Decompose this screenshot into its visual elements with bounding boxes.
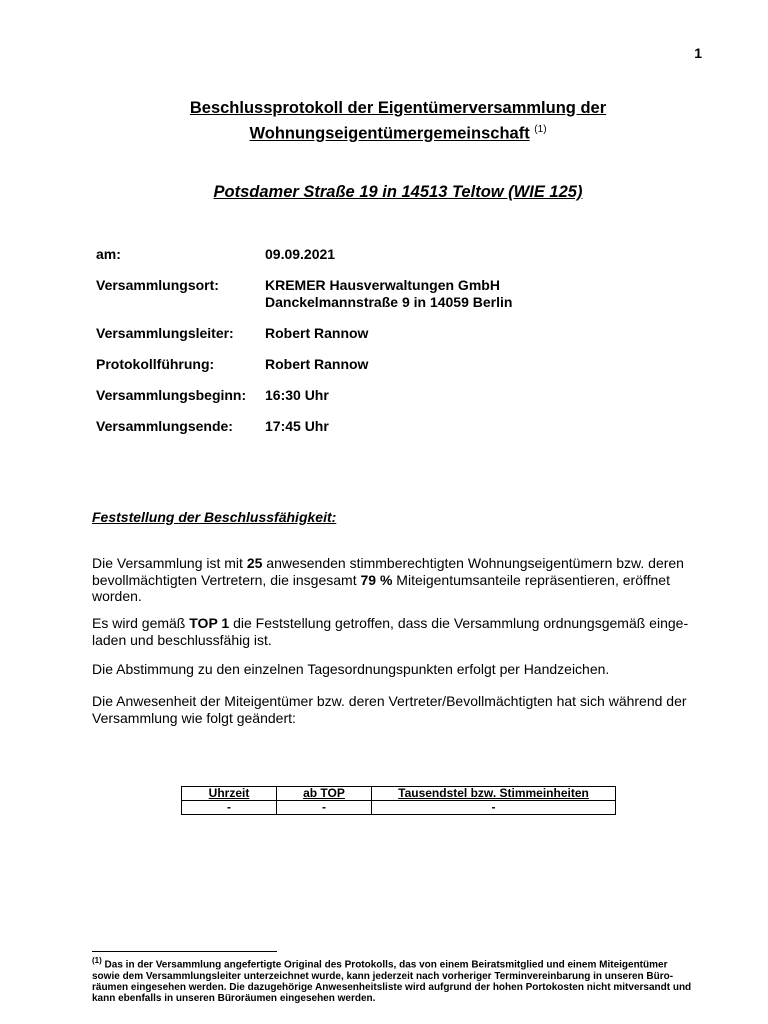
place-line-1: KREMER Hausverwaltungen GmbH xyxy=(265,277,500,293)
footnote-marker: (1) xyxy=(92,956,102,965)
place-label: Versammlungsort: xyxy=(96,277,219,293)
quorum-text-3: Miteigentumsanteile repräsentieren, eröffnet worden. xyxy=(92,571,670,604)
place-line-2: Danckelmannstraße 9 in 14059 Berlin xyxy=(265,294,513,310)
cell-time: - xyxy=(182,801,277,815)
property-address: Potsdamer Straße 19 in 14513 Teltow (WIE 125) xyxy=(213,183,583,201)
document-title xyxy=(0,98,768,145)
meeting-details xyxy=(96,246,716,449)
date-row xyxy=(96,246,716,263)
footnote-text: Das in der Versammlung angefertigte Original des Protokolls, das von einem Beiratsmitglied und einem Miteigentümer sowie dem Versammlungsleiter unterzeichnet wurde, kann jederzeit nach vorheriger Terminvereinbarung in unseren Büro-räumen eingesehen werden. Die dazugehörige Anwesenheitsliste wird aufgrund der hohen Portokosten nicht mitversandt und kann ebenfalls in unseren Büroräumen eingesehen werden. xyxy=(92,959,692,1004)
top1-label: TOP 1 xyxy=(189,615,230,631)
footnote-divider xyxy=(92,951,277,952)
attendance-change-paragraph: Die Anwesenheit der Miteigentümer bzw. deren Vertreter/Bevollmächtigten hat sich während der Versammlung wie folgt geändert: xyxy=(92,693,687,726)
title-line-1: Beschlussprotokoll der Eigentümerversammlung der xyxy=(189,99,607,117)
date-label: am: xyxy=(96,246,121,262)
date-value: 09.09.2021 xyxy=(265,246,336,262)
header-from-top: ab TOP xyxy=(277,787,372,801)
title-footnote-marker: (1) xyxy=(534,124,547,135)
place-value xyxy=(265,277,716,311)
chair-row xyxy=(96,325,716,342)
start-label: Versammlungsbeginn: xyxy=(96,387,247,403)
page-number: 1 xyxy=(694,45,702,61)
end-value: 17:45 Uhr xyxy=(265,418,329,434)
top1-text-1: Es wird gemäß xyxy=(92,615,190,631)
voting-paragraph: Die Abstimmung zu den einzelnen Tagesordnungspunkten erfolgt per Handzeichen. xyxy=(92,661,610,677)
minutes-value: Robert Rannow xyxy=(265,356,369,372)
table-header-row xyxy=(182,787,616,801)
chair-label: Versammlungsleiter: xyxy=(96,325,234,341)
minutes-row xyxy=(96,356,716,373)
end-label: Versammlungsende: xyxy=(96,418,233,434)
start-value: 16:30 Uhr xyxy=(265,387,329,403)
top1-paragraph xyxy=(92,615,702,648)
minutes-label: Protokollführung: xyxy=(96,356,215,372)
header-time: Uhrzeit xyxy=(182,787,277,801)
section-heading: Feststellung der Beschlussfähigkeit: xyxy=(92,509,337,525)
header-shares: Tausendstel bzw. Stimmeinheiten xyxy=(372,787,616,801)
chair-value: Robert Rannow xyxy=(265,325,369,341)
end-row xyxy=(96,418,716,435)
title-line-2: Wohnungseigentümergemeinschaft xyxy=(249,124,530,143)
top1-text-2: die Feststellung getroffen, dass die Versammlung ordnungsgemäß einge-laden und beschlussfähig ist. xyxy=(92,615,689,648)
table-row xyxy=(182,801,616,815)
footnote xyxy=(92,955,697,1004)
quorum-text-1: Die Versammlung ist mit xyxy=(92,555,247,571)
quorum-paragraph xyxy=(92,555,702,605)
quorum-text-2: anwesenden stimmberechtigten Wohnungseigentümern bzw. deren bevollmächtigten Vertretern, die insgesamt xyxy=(92,555,684,588)
start-row xyxy=(96,387,716,404)
share-percent: 79 % xyxy=(360,571,393,588)
cell-shares: - xyxy=(372,801,616,815)
place-row xyxy=(96,277,716,311)
attendee-count: 25 xyxy=(246,555,263,571)
attendance-table xyxy=(181,786,616,815)
cell-from-top: - xyxy=(277,801,372,815)
